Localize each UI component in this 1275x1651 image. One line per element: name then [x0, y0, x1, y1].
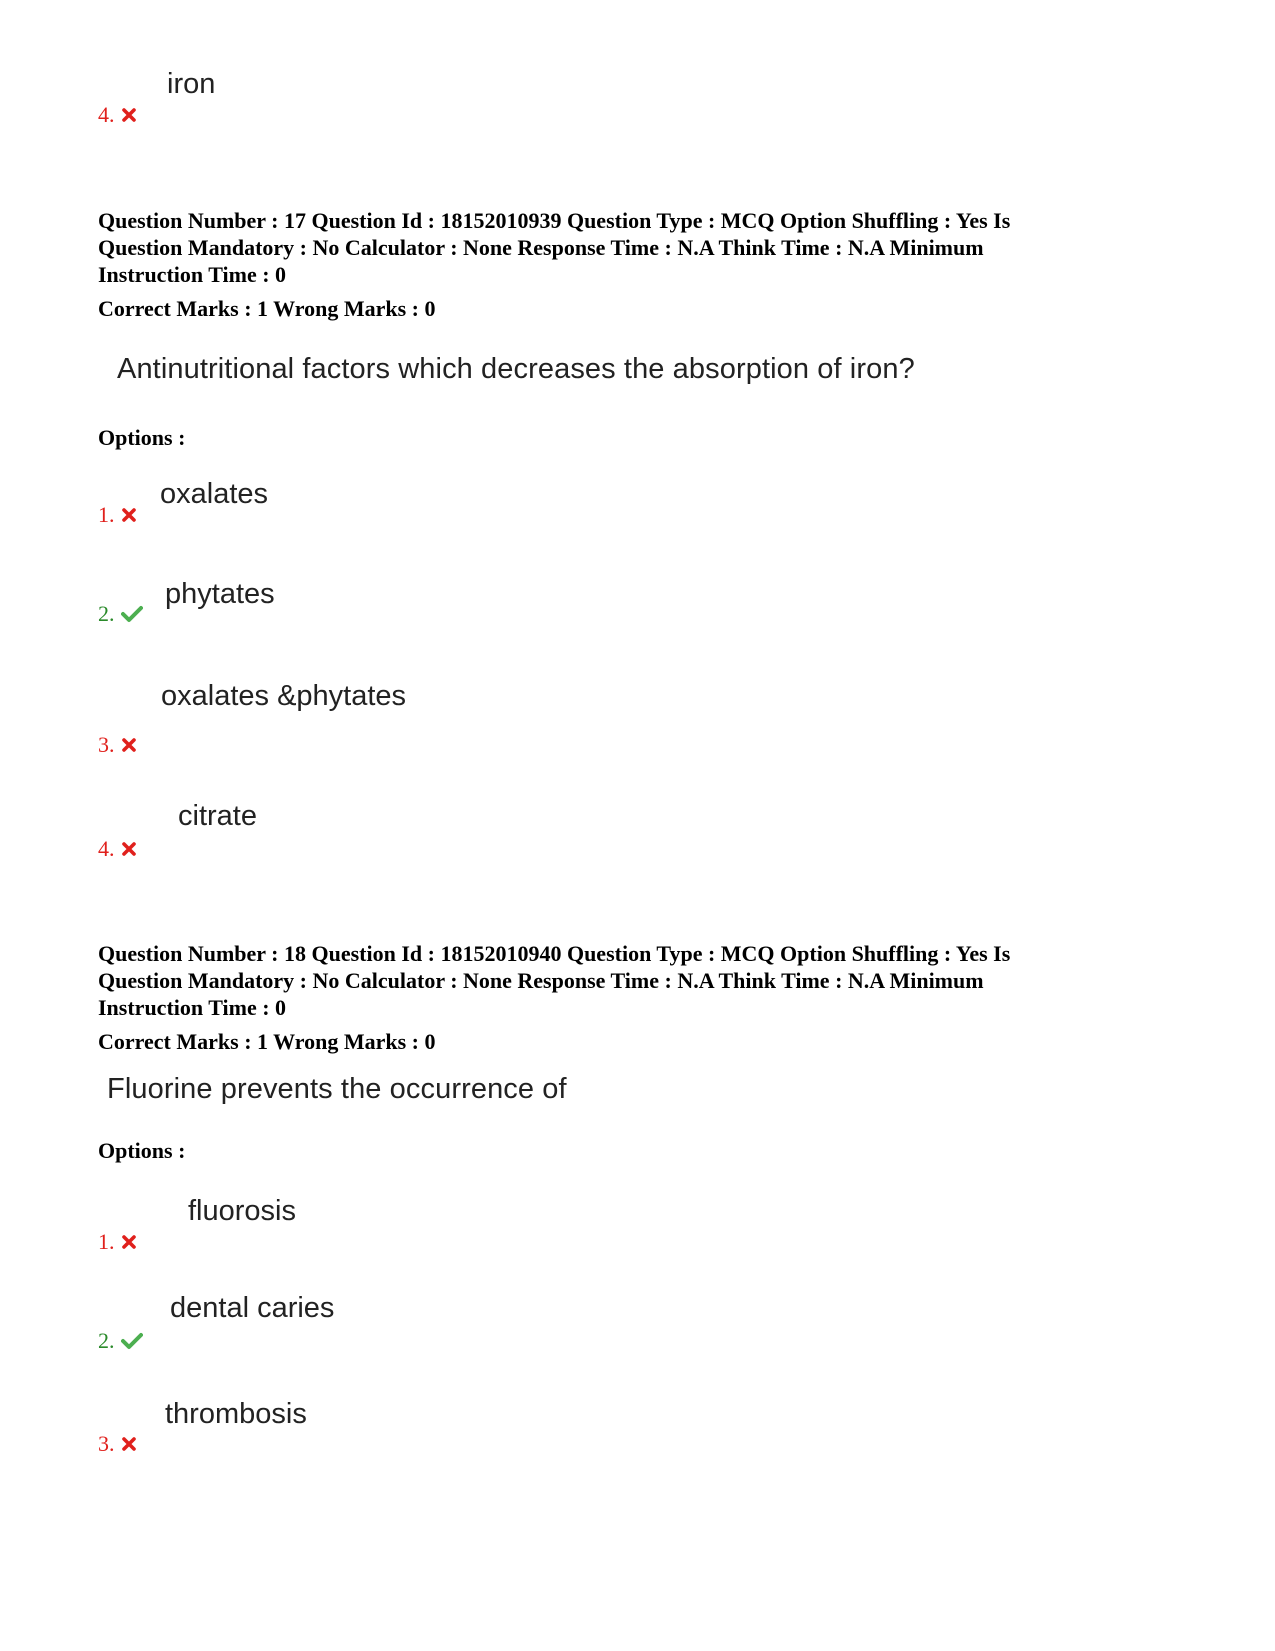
option-number: 3.	[98, 1431, 137, 1457]
question-text: Antinutritional factors which decreases the absorption of iron?	[117, 353, 915, 385]
option-number: 4.	[98, 836, 137, 862]
option-number: 3.	[98, 732, 137, 758]
option-text: oxalates &phytates	[161, 680, 407, 712]
option-text: dental caries	[170, 1292, 335, 1324]
question-marks: Correct Marks : 1 Wrong Marks : 0	[98, 1029, 436, 1054]
question-meta: Question Number : 17 Question Id : 18152010939 Question Type : MCQ Option Shuffling : Yes Is Question Mandatory : No Calculator : None Response Time : N.A Think Time : N.A Minimum Instruction Time : 0	[98, 208, 1011, 287]
check-icon	[121, 1332, 143, 1350]
option-number: 4.	[98, 102, 137, 128]
option-text: thrombosis	[165, 1398, 307, 1430]
option-text: oxalates	[160, 478, 269, 510]
option-text: phytates	[165, 578, 275, 610]
option-text: fluorosis	[188, 1195, 296, 1227]
cross-icon	[121, 1234, 137, 1250]
cross-icon	[121, 107, 137, 123]
question-meta: Question Number : 18 Question Id : 18152010940 Question Type : MCQ Option Shuffling : Yes Is Question Mandatory : No Calculator : None Response Time : N.A Think Time : N.A Minimum Instruction Time : 0	[98, 941, 1011, 1020]
option-number: 1.	[98, 502, 137, 528]
question-text: Fluorine prevents the occurrence of	[107, 1073, 567, 1105]
cross-icon	[121, 1436, 137, 1452]
options-label: Options :	[98, 425, 186, 450]
option-text: iron	[167, 68, 216, 100]
cross-icon	[121, 507, 137, 523]
option-text: citrate	[178, 800, 257, 832]
question-marks: Correct Marks : 1 Wrong Marks : 0	[98, 296, 436, 321]
options-label: Options :	[98, 1138, 186, 1163]
option-number: 2.	[98, 1328, 143, 1354]
option-number: 2.	[98, 601, 143, 627]
cross-icon	[121, 737, 137, 753]
cross-icon	[121, 841, 137, 857]
check-icon	[121, 605, 143, 623]
option-number: 1.	[98, 1229, 137, 1255]
